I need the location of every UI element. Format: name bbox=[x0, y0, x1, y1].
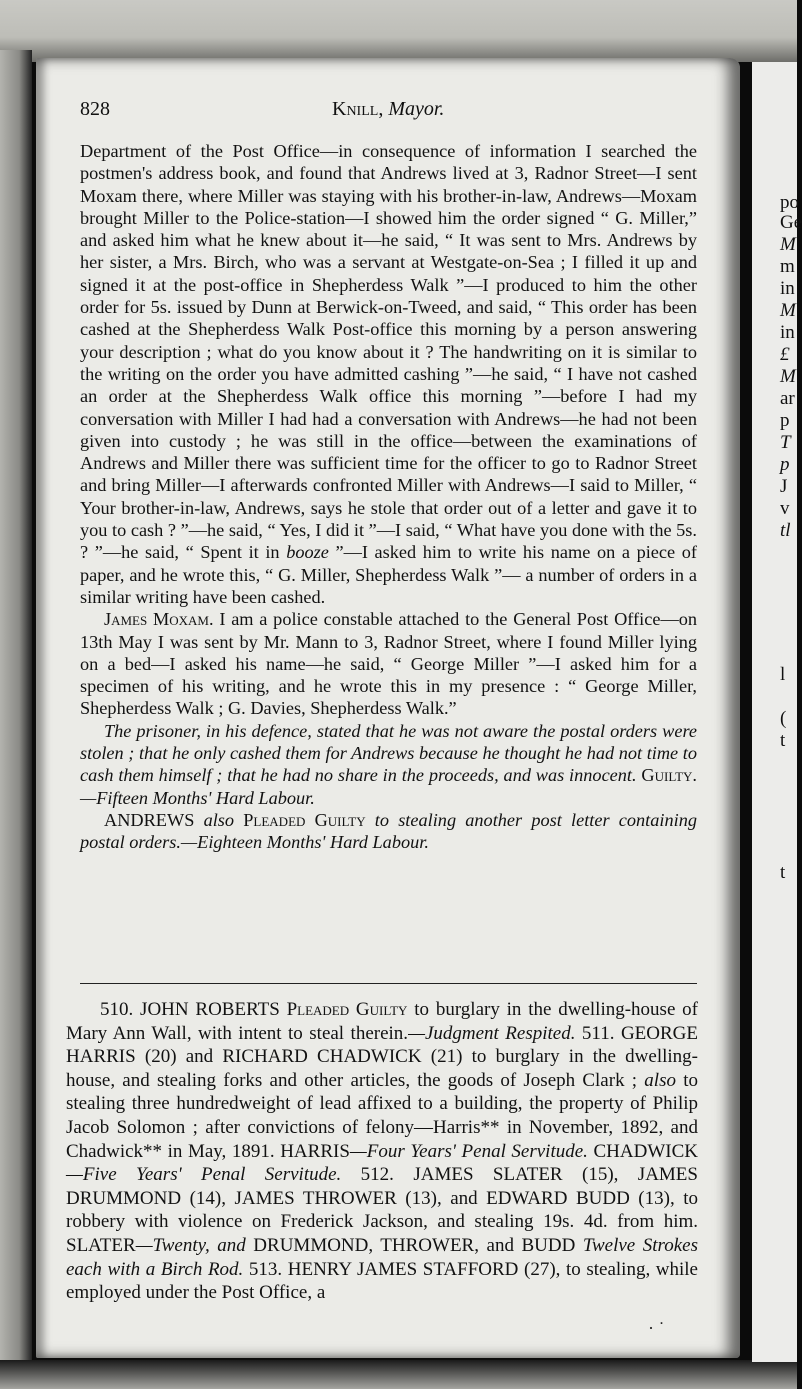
facing-page-text: J bbox=[780, 476, 788, 497]
italic-phrase: also bbox=[194, 809, 244, 830]
facing-page-fragment bbox=[752, 62, 802, 1362]
cases-paragraph bbox=[66, 998, 698, 1305]
print-speck: · ˙ bbox=[648, 1318, 665, 1338]
witness-paragraph bbox=[80, 608, 697, 719]
verdict-label: Guilty. bbox=[641, 765, 697, 786]
sentence-text: —Four Years' Penal Servitude. bbox=[349, 1140, 588, 1162]
defendant-name: CHADWICK bbox=[587, 1140, 699, 1162]
sentence-text: Twelve Strokes each with a Birch Rod. bbox=[66, 1234, 698, 1280]
facing-page-text: p bbox=[780, 454, 790, 475]
running-title bbox=[332, 98, 444, 121]
page-number: 828 bbox=[80, 98, 110, 120]
facing-page-text: ( bbox=[780, 708, 787, 729]
facing-page-text: tl bbox=[780, 520, 791, 541]
facing-page-text: ar bbox=[780, 388, 795, 409]
facing-page-text: in bbox=[780, 278, 795, 299]
case-text: to burglary in the dwelling-house of Mary Ann Wall, with intent to steal therein. bbox=[66, 999, 698, 1044]
italic-phrase: also bbox=[644, 1069, 676, 1091]
paragraph-text: ”—I asked him to write his name on a piece of paper, and he wrote this, “ G. Miller, Shepherdess Walk ”— a number of orders in a similar writing have been cashed. bbox=[80, 542, 697, 607]
testimony-text bbox=[80, 140, 697, 854]
case-text: 511. GEORGE HARRIS (20) and RICHARD CHADWICK (21) to burglary in the dwelling-house, and stealing forks and other articles, the goods of Joseph Clark ; bbox=[66, 1022, 698, 1091]
scan-top-edge bbox=[0, 0, 797, 62]
defendant-name: JOHN ROBERTS bbox=[133, 999, 287, 1020]
italic-phrase: booze bbox=[286, 542, 329, 563]
facing-page-text: po bbox=[780, 192, 799, 213]
sentence-text: to stealing another post letter containing postal orders.—Eighteen Months' Hard Labour. bbox=[80, 809, 697, 853]
plea-label: Pleaded Guilty bbox=[286, 999, 408, 1020]
facing-page-text: l bbox=[780, 664, 786, 685]
case-text: DRUMMOND, THROWER, and BUDD bbox=[245, 1234, 583, 1256]
sentence-text: —Twenty, and bbox=[135, 1234, 246, 1256]
facing-page-text: m bbox=[780, 256, 795, 277]
facing-page-text: p bbox=[780, 410, 790, 431]
testimony-paragraph bbox=[80, 140, 697, 608]
sentence-text: —Five Years' Penal Servitude. bbox=[66, 1164, 342, 1186]
facing-page-text: t bbox=[780, 862, 786, 883]
running-title-role: Mayor. bbox=[388, 98, 445, 120]
facing-page-text: T bbox=[780, 432, 791, 453]
facing-page-text: Ge bbox=[780, 212, 802, 233]
facing-page-text: M bbox=[780, 234, 796, 255]
plea-label: Pleaded Guilty bbox=[243, 809, 366, 830]
sentence-text: —Fifteen Months' Hard Labour. bbox=[80, 787, 315, 808]
facing-page-text: M bbox=[780, 300, 796, 321]
scan-bottom-edge bbox=[0, 1360, 797, 1389]
paragraph-text: Department of the Post Office—in consequence of information I searched the postmen's address book, and found that Andrews lived at 3, Radnor Street—I sent Moxam there, where Miller was staying with his brother-in-law, Andrews—Moxam brought Miller to the Police-station—I showed him the order signed “ G. Miller,” and asked him what he knew about it—he said, “ It was sent to Mrs. Andrews by her sister, a Mrs. Birch, who was a servant at Westgate-on-Sea ; I filled it up and signed it at the post-office in Shepherdess Walk ”—I produced to him the other order for 5s. issued by Dunn at Berwick-on-Tweed, and said, “ This order has been cashed at the Shepherdess Walk Post-office this morning by a person answering your description ; what do you know about it ? The handwriting on it is similar to the writing on the order you have admitted cashing ”—he said, “ I have not cashed an order at the Shepherdess Walk office this morning ”—before I had my conversation with Miller I had had a conversation with Andrews—he had not been given into custody ; he was still in the office—between the examinations of Andrews and Miller there was sufficient time for the officer to go to Radnor Street and bring Miller—I afterwards confronted Miller with Andrews—I said to Miller, “ Your brother-in-law, Andrews, says he stole that order out of a letter and gave it to you to cash ? ”—he said, “ Yes, I did it ”—I said, “ What have you done with the 5s. ? ”—he said, “ Spent it in bbox=[80, 141, 697, 563]
sentence-text: —Judgment Respited. bbox=[408, 1022, 576, 1044]
facing-page-text: t bbox=[780, 730, 786, 751]
facing-page-text: in bbox=[780, 322, 795, 343]
book-spine-edge bbox=[0, 50, 32, 1360]
facing-page-text: v bbox=[780, 498, 790, 519]
case-number: 510. bbox=[100, 999, 134, 1020]
facing-page-text: M bbox=[780, 366, 796, 387]
defence-paragraph bbox=[80, 720, 697, 809]
witness-name: James Moxam. bbox=[104, 609, 214, 630]
defence-statement: The prisoner, in his defence, stated that he was not aware the postal orders were stolen ; that he only cashed them for Andrews because he thought he had not time to cash them himself ; that he had no share in the proceeds, and was innocent. bbox=[80, 720, 697, 786]
case-text: 513. HENRY JAMES STAFFORD (27), to stealing, while employed under the Post Office, a bbox=[66, 1258, 698, 1304]
facing-page-text: £ bbox=[780, 344, 790, 365]
section-divider bbox=[80, 983, 697, 984]
cases-text bbox=[66, 998, 698, 1305]
running-title-name: Knill, bbox=[332, 98, 384, 120]
andrews-paragraph bbox=[80, 809, 697, 854]
defendant-name: ANDREWS bbox=[104, 809, 195, 830]
case-text: 512. JAMES SLATER (15), JAMES DRUMMOND (14), JAMES THROWER (13), and EDWARD BUDD (13), to robbery with violence on Frederick Jackson, and stealing 19s. 4d. from him. SLATER bbox=[66, 1164, 698, 1256]
paragraph-text: I am a police constable attached to the General Post Office—on 13th May I was sent by Mr. Mann to 3, Radnor Street, where I found Miller lying on a bed—I asked his name—he said, “ George Miller ”—I asked him for a specimen of his writing, and he wrote this in my presence : “ George Miller, Shepherdess Walk ; G. Davies, Shepherdess Walk.” bbox=[80, 609, 698, 719]
case-text: to stealing three hundredweight of lead affixed to a building, the property of Philip Jacob Solomon ; after convictions of felony—Harris** in November, 1892, and Chadwick** in May, 1891. HARRIS bbox=[66, 1069, 698, 1162]
